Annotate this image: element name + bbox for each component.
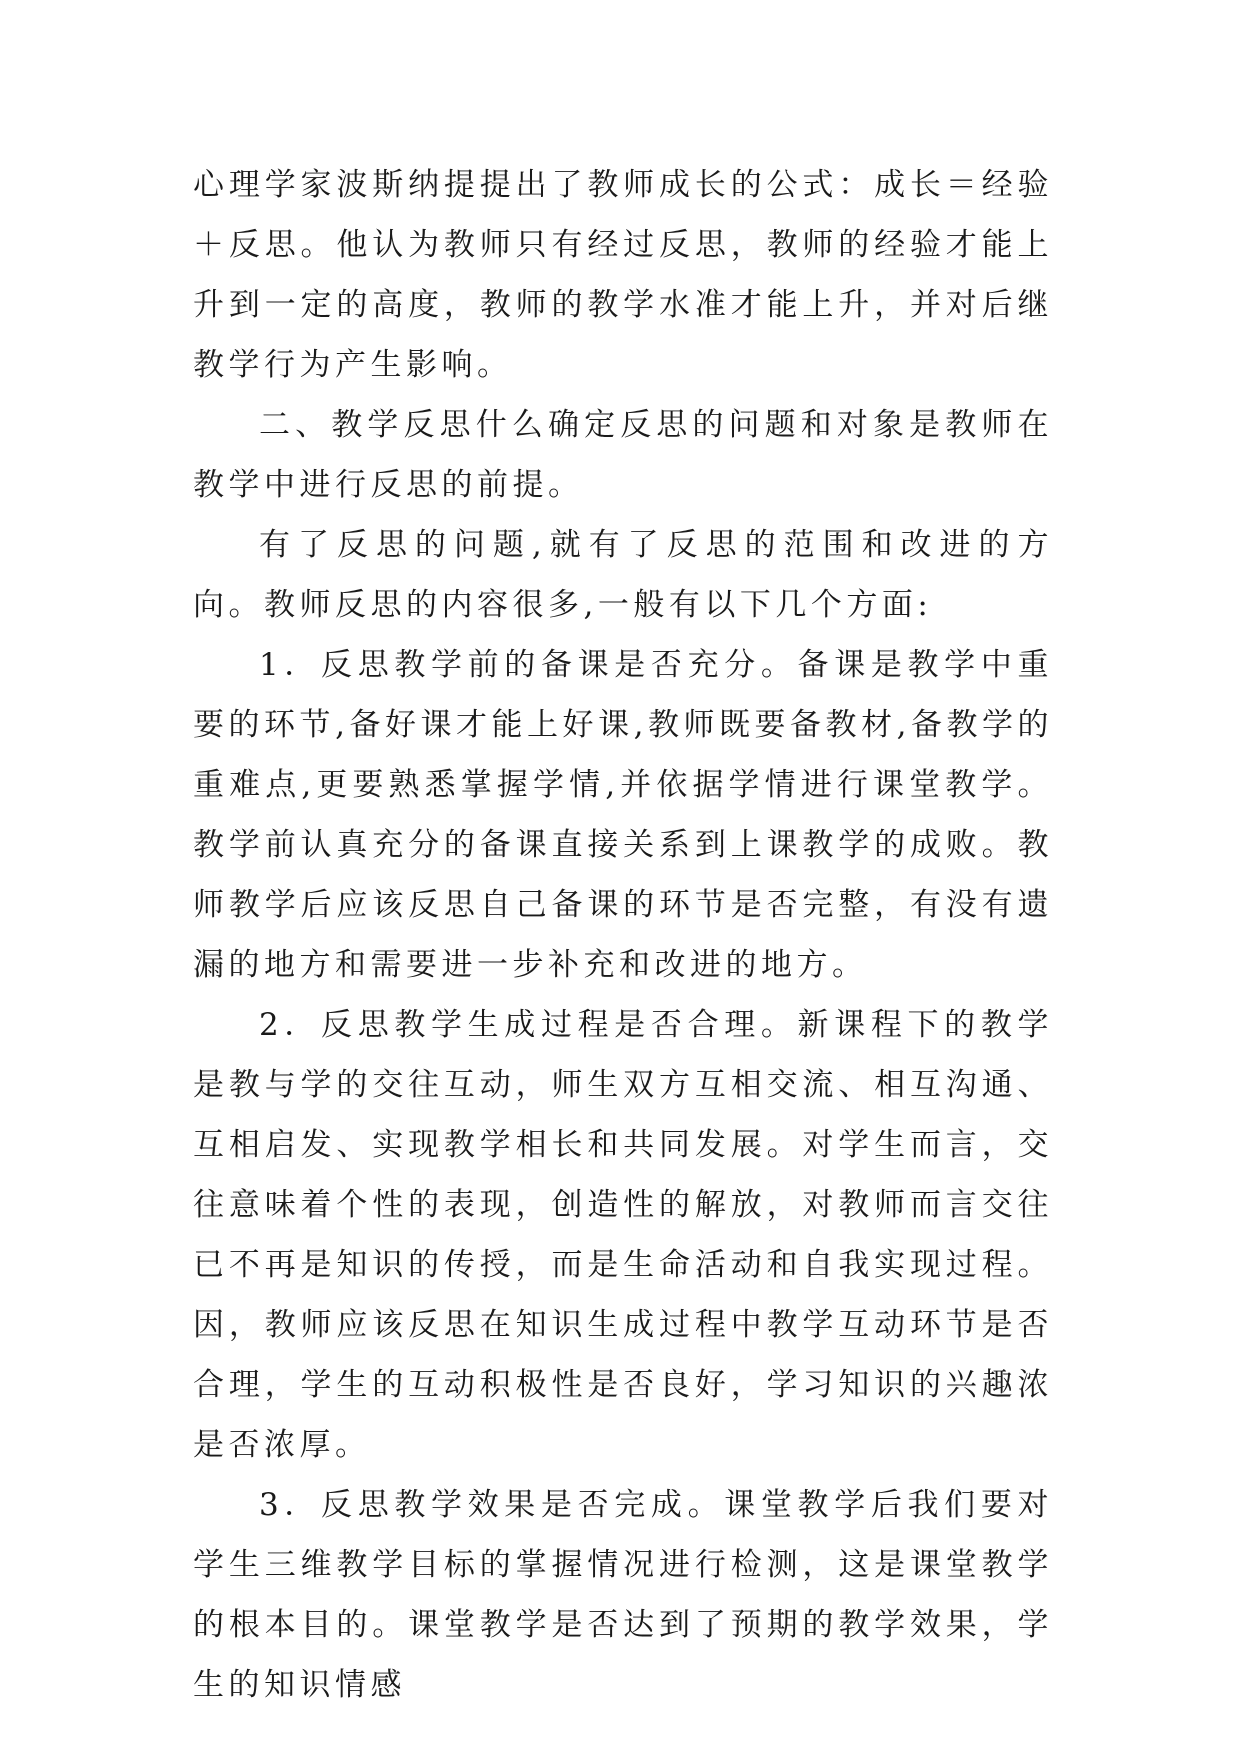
paragraph-item-3-teaching-effect: 3．反思教学效果是否完成。课堂教学后我们要对学生三维教学目标的掌握情况进行检测，这是课堂教学的根本目的。课堂教学是否达到了预期的教学效果，学生的知识情感 [193,1487,1053,1703]
paragraph-item-1-lesson-prep: 1．反思教学前的备课是否充分。备课是教学中重要的环节,备好课才能上好课,教师既要备教材,备教学的重难点,更要熟悉掌握学情,并依据学情进行课堂教学。教学前认真充分的备课直接关系到上课教学的成败。教师教学后应该反思自己备课的环节是否完整，有没有遗漏的地方和需要进一步补充和改进的地方。 [193,647,1053,983]
document-body [193,155,1053,1715]
paragraph-item-2-teaching-process: 2．反思教学生成过程是否合理。新课程下的教学是教与学的交往互动，师生双方互相交流、相互沟通、互相启发、实现教学相长和共同发展。对学生而言，交往意味着个性的表现，创造性的解放，对教师而言交往已不再是知识的传授，而是生命活动和自我实现过程。因，教师应该反思在知识生成过程中教学互动环节是否合理，学生的互动积极性是否良好，学习知识的兴趣浓是否浓厚。 [193,1007,1053,1463]
paragraph-section-two-heading: 二、教学反思什么确定反思的问题和对象是教师在教学中进行反思的前提。 [193,407,1053,503]
paragraph-reflection-scope: 有了反思的问题,就有了反思的范围和改进的方向。教师反思的内容很多,一般有以下几个方面: [193,527,1053,623]
paragraph-growth-formula: 心理学家波斯纳提提出了教师成长的公式：成长＝经验＋反思。他认为教师只有经过反思，教师的经验才能上升到一定的高度，教师的教学水准才能上升，并对后继教学行为产生影响。 [193,167,1053,383]
